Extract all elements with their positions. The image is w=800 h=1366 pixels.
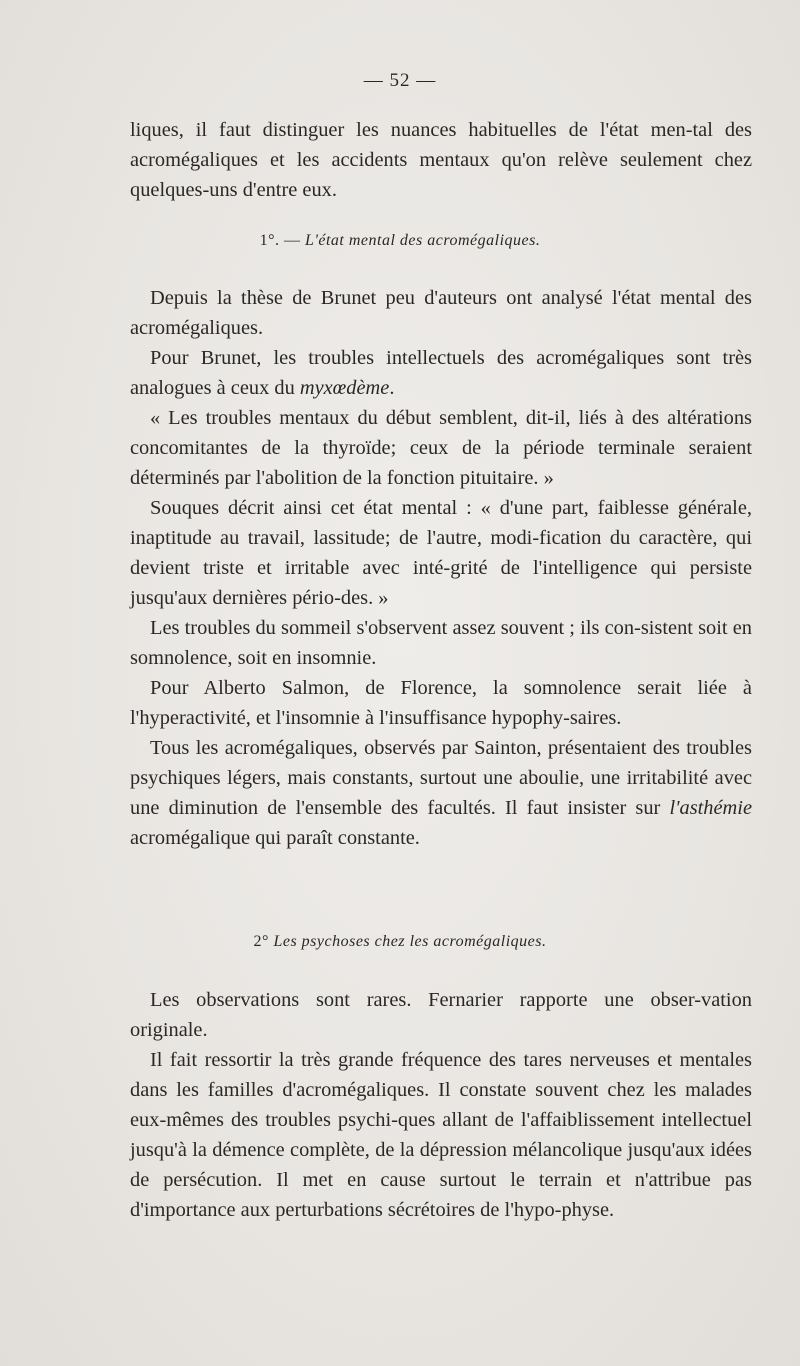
section-1-number: 1°. — bbox=[259, 232, 301, 249]
paragraph bbox=[130, 733, 752, 853]
paragraph: Les troubles du sommeil s'observent assez souvent ; ils con-sistent soit en somnolence, soit en insomnie. bbox=[130, 617, 752, 669]
paragraph: Souques décrit ainsi cet état mental : « d'une part, faiblesse générale, inaptitude au travail, lassitude; de l'autre, modi-fication du caractère, qui devient triste et irritable avec inté-grité de l'intelligence qui persiste jusqu'aux dernières pério-des. » bbox=[130, 497, 752, 609]
section-1-heading bbox=[0, 232, 800, 250]
paragraph-text: Pour Brunet, les troubles intellectuels des acromégaliques sont très analogues à ceux du bbox=[130, 347, 752, 399]
section-1-title: L'état mental des acromégaliques. bbox=[305, 232, 541, 249]
paragraph-text: Tous les acromégaliques, observés par Sainton, présentaient des troubles psychiques légers, mais constants, surtout une aboulie, une irritabilité avec une diminution de l'ensemble des facultés. Il faut insister sur bbox=[130, 737, 752, 819]
paragraph-text: acromégalique qui paraît constante. bbox=[130, 827, 420, 849]
section-2-heading bbox=[0, 933, 800, 951]
italic-term: myxœdème bbox=[299, 377, 390, 399]
quotation-paragraph: « Les troubles mentaux du début semblent, dit-il, liés à des altérations concomitantes de la thyroïde; ceux de la période terminale seraient déterminés par l'abolition de la fonction pituitaire. » bbox=[130, 407, 752, 489]
paragraph: Pour Alberto Salmon, de Florence, la somnolence serait liée à l'hyperactivité, et l'insomnie à l'insuffisance hypophy-saires. bbox=[130, 677, 752, 729]
paragraph: Les observations sont rares. Fernarier rapporte une obser-vation originale. bbox=[130, 989, 752, 1041]
paragraph bbox=[130, 343, 752, 403]
paragraph: Depuis la thèse de Brunet peu d'auteurs ont analysé l'état mental des acromégaliques. bbox=[130, 287, 752, 339]
italic-term: l'asthémie bbox=[669, 797, 752, 819]
paragraph-text: . bbox=[389, 377, 395, 399]
intro-paragraph: liques, il faut distinguer les nuances habituelles de l'état men-tal des acromégaliques et les accidents mentaux qu'on relève seulement chez quelques-uns d'entre eux. bbox=[130, 119, 752, 201]
section-2-title: Les psychoses chez les acromégaliques. bbox=[273, 933, 547, 950]
intro-text-block bbox=[130, 115, 752, 205]
section-2-number: 2° bbox=[253, 933, 269, 950]
page-number: — 52 — bbox=[363, 70, 437, 91]
paragraph: Il fait ressortir la très grande fréquence des tares nerveuses et mentales dans les familles d'acromégaliques. Il constate souvent chez les malades eux-mêmes des troubles psychi-ques allant de l'affaiblissement intellectuel jusqu'à la démence complète, de la dépression mélancolique jusqu'aux idées de persécution. Il met en cause surtout le terrain et n'attribue pas d'importance aux perturbations sécrétoires de l'hypo-physe. bbox=[130, 1049, 752, 1221]
section-2-body bbox=[130, 985, 752, 1225]
section-1-body bbox=[130, 283, 752, 853]
